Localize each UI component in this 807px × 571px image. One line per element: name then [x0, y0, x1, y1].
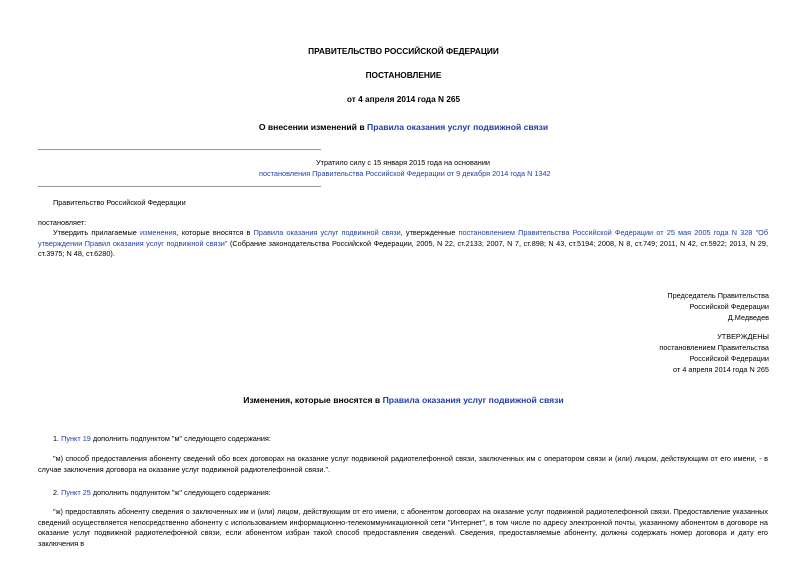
rules-link-inline[interactable]: Правила оказания услуг подвижной связи — [253, 228, 401, 237]
divider-top — [38, 149, 321, 150]
resolution-paragraph — [38, 228, 768, 260]
decree-328-link[interactable]: постановлением Правительства Российской Федерации от 25 мая 2005 года N 328 "Об утверждении Правил оказания услуг подвижной связи" — [38, 228, 769, 248]
document-title — [0, 122, 807, 132]
changes-title — [0, 395, 807, 405]
changes-rules-link[interactable]: Правила оказания услуг подвижной связи — [382, 395, 564, 405]
p1-text-a: Утвердить прилагаемые — [53, 228, 140, 237]
signature-name: Д.Медведев — [727, 313, 769, 322]
signature-position: Председатель Правительства — [667, 291, 769, 300]
p1-text-b: , которые вносятся в — [176, 228, 254, 237]
item-2 — [53, 488, 271, 498]
government-line: Правительство Российской Федерации — [53, 198, 186, 207]
item-1 — [53, 434, 271, 444]
p1-text-d: (Собрание законодательства Российской Федерации, 2005, N 22, ст.2133; 2007, N 7, ст.898; N 43, ст.5194; 2008, N 8, ст.749; 2011, N 42, ст.5922; 2013, N 29, ст.3975; N 48, ст.6280). — [38, 238, 768, 259]
approved-date: от 4 апреля 2014 года N 265 — [673, 365, 769, 374]
resolves-line: постановляет: — [38, 218, 87, 227]
p1-text-c: , утвержденные — [400, 228, 459, 237]
item-1-quote: "м) способ предоставления абоненту сведений обо всех договорах на оказание услуг подвижной радиотелефонной связи, заключенных им с оператором связи и (или) лицом, действующим от его имени, - в случае заключения договора на оказание услуг подвижной радиотелефонной связи.". — [38, 454, 768, 474]
changes-title-prefix: Изменения, которые вносятся в — [243, 395, 383, 405]
government-heading: ПРАВИТЕЛЬСТВО РОССИЙСКОЙ ФЕДЕРАЦИИ — [308, 46, 499, 56]
approved-country: Российской Федерации — [689, 354, 769, 363]
changes-link[interactable]: изменения — [139, 228, 177, 237]
signature-country: Российской Федерации — [689, 302, 769, 311]
approved-label: УТВЕРЖДЕНЫ — [717, 332, 769, 341]
item2-number: 2. — [53, 488, 62, 497]
item1-number: 1. — [53, 434, 62, 443]
repeal-decree-link[interactable]: постановления Правительства Российской Федерации от 9 декабря 2014 года N 1342 — [259, 169, 551, 178]
point-19-link[interactable]: Пункт 19 — [61, 434, 91, 443]
rules-link[interactable]: Правила оказания услуг подвижной связи — [367, 122, 549, 132]
title-prefix: О внесении изменений в — [258, 122, 368, 132]
item2-text: дополнить подпунктом "ж" следующего содержания: — [90, 488, 271, 497]
document-type: ПОСТАНОВЛЕНИЕ — [365, 70, 442, 80]
status-note: Утратило силу с 15 января 2015 года на основании — [316, 158, 490, 167]
approved-by: постановлением Правительства — [659, 343, 769, 352]
point-25-link[interactable]: Пункт 25 — [61, 488, 91, 497]
item1-text: дополнить подпунктом "м" следующего содержания: — [90, 434, 271, 443]
divider-bottom — [38, 186, 321, 187]
item-2-quote: "ж) предоставлять абоненту сведения о заключенных им и (или) лицом, действующим от его имени, с абонентом договорах на оказание услуг подвижной радиотелефонной связи. Предоставление указанных сведений осуществляется непосредственно абоненту с использованием информационно-телекоммуникационной сети "Интернет", в том числе по адресу электронной почты, указанному абонентом в договоре на оказание услуг подвижной радиотелефонной связи, если абонентом избран такой способ предоставления сведений. Сведения, предоставляемые абоненту, должны содержать номер договора и дату его заключения в — [38, 507, 768, 548]
document-date-number: от 4 апреля 2014 года N 265 — [346, 94, 461, 104]
